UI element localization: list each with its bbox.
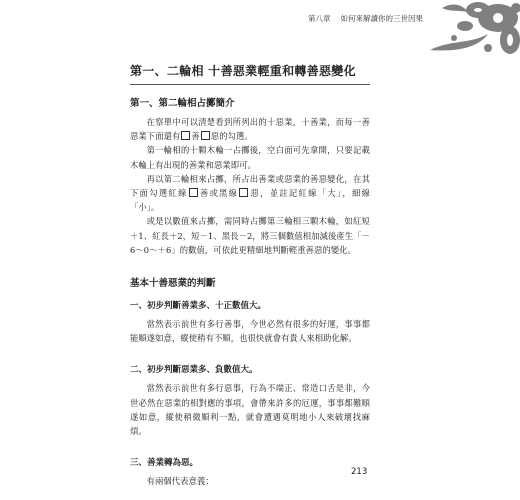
running-head	[308, 13, 423, 24]
paragraph: 當然表示前世有多行善事，今世必然有很多的好運，事事都能順遂如意，縱使稍有不順，也很快就會有貴人來相助化解。	[130, 319, 370, 344]
checkbox-icon	[189, 188, 198, 197]
running-head-chapter: 第八章	[308, 14, 331, 23]
checkbox-icon	[181, 131, 190, 140]
paragraph: 有兩個代表意義：	[146, 476, 214, 487]
floral-ornament-icon	[370, 0, 520, 62]
item-title: 二、初步判斷惡業多、負數值大。	[130, 365, 258, 376]
section-title: 第一、二輪相 十善惡業輕重和轉善惡變化	[130, 64, 356, 78]
running-head-title: 如何來解讀你的三世因果	[340, 14, 423, 23]
item-title: 三、善業轉為惡。	[130, 458, 199, 469]
paragraph: 在察單中可以清楚看到所列出的十惡業，十善業，而每一善惡業下面還有 善 惡的勾選。	[130, 117, 370, 142]
paragraph: 再以第二輪相來占擲，所占出善業或惡業的善惡變化，在其下面勾選紅線 善或黑線 惡，並註記紅線「大」，細線「小」。	[130, 173, 371, 213]
checkbox-icon	[201, 131, 210, 140]
page-number: 213	[351, 467, 368, 477]
checkbox-icon	[239, 188, 248, 197]
paragraph: 當然表示前世有多行惡事，行為不端正、常造口舌是非，今世必然在惡業的相對應的事項，會帶來許多的厄運，事事都難順遂如意，縱使稍微順利一點，就會遭遇莫明地小人來破壞找麻煩。	[130, 383, 370, 437]
subsection-title: 基本十善惡業的判斷	[130, 278, 216, 290]
paragraph: 或是以數值來占擲，需同時占擲第三輪相三顆木輪，如紅短＋1、紅長＋2，短－1、黑長－2，將三個數值相加減後產生「－6～0～＋6」的數值，可依此更精細地判斷輕重善惡的變化。	[130, 216, 370, 255]
item-title: 一、初步判斷善業多、十正數值大。	[130, 301, 267, 312]
main-content	[130, 62, 370, 488]
paragraph: 第一輪相的十顆木輪一占擲後，空白面可先拿開，只要記載木輪上有出現的善業和惡業即可。	[130, 145, 370, 170]
subsection-title: 第一、第二輪相占擲簡介	[130, 98, 235, 109]
